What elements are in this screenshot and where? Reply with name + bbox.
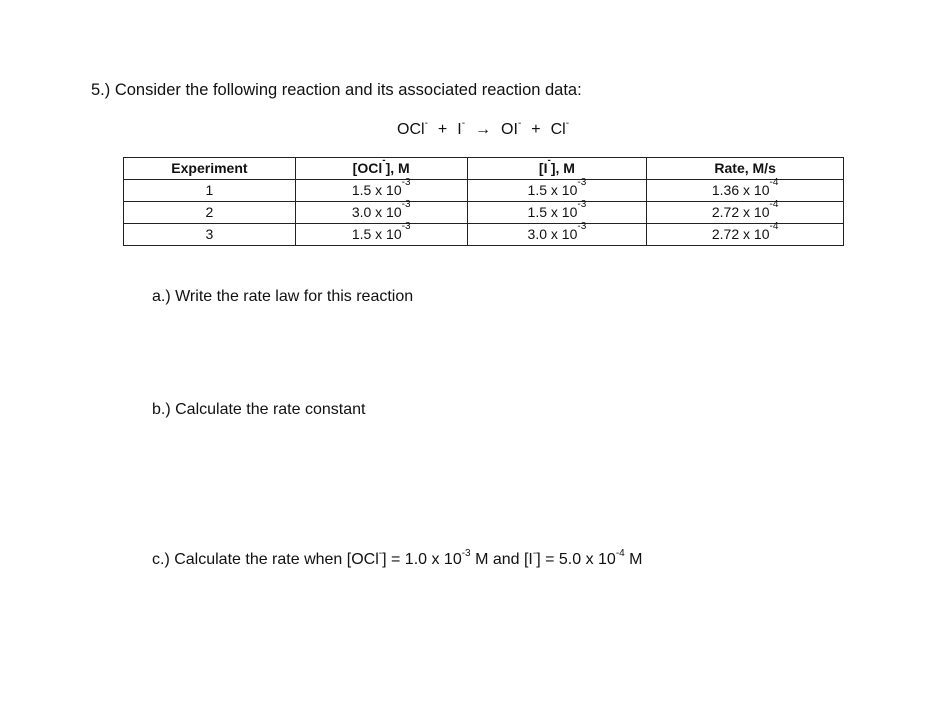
product-oi: OI- <box>501 118 522 138</box>
product-cl: Cl- <box>550 118 570 138</box>
reactant-i: I- <box>457 118 466 138</box>
experiment-cell: 3 <box>124 224 296 246</box>
question-part-b: b.) Calculate the rate constant <box>152 401 366 418</box>
header-experiment: Experiment <box>124 158 296 180</box>
question-title: 5.) Consider the following reaction and its associated reaction data: <box>91 81 582 99</box>
plus-sign: + <box>437 121 448 138</box>
table-header-row <box>124 158 844 180</box>
reaction-data-table <box>123 157 844 246</box>
rate-cell: 2.72 x $10^{-4}$ <box>647 224 844 246</box>
i-cell: 1.5 x $10^{-3}$ <box>467 180 647 202</box>
ocl-cell: 1.5 x $10^{-3}$ <box>295 180 467 202</box>
table-row <box>124 180 844 202</box>
table-row <box>124 202 844 224</box>
arrow-icon: → <box>475 121 492 138</box>
question-part-c: c.) Calculate the rate when [OCl-] = 1.0 x $10^{-3}$ M and [I-] = 5.0 x $10^{-4}$ M <box>152 548 643 568</box>
experiment-cell: 2 <box>124 202 296 224</box>
rate-cell: 2.72 x $10^{-4}$ <box>647 202 844 224</box>
i-cell: 1.5 x $10^{-3}$ <box>467 202 647 224</box>
reaction-equation <box>397 118 570 139</box>
question-part-a: a.) Write the rate law for this reaction <box>152 288 414 305</box>
i-cell: 3.0 x $10^{-3}$ <box>467 224 647 246</box>
plus-sign: + <box>531 121 541 138</box>
ocl-cell: 3.0 x $10^{-3}$ <box>295 202 467 224</box>
ocl-cell: 1.5 x $10^{-3}$ <box>295 224 467 246</box>
rate-cell: 1.36 x $10^{-4}$ <box>647 180 844 202</box>
reactant-ocl: OCl- <box>397 118 428 138</box>
header-ocl-concentration: [OCl-], M <box>295 158 467 180</box>
header-i-concentration: [I-], M <box>467 158 647 180</box>
header-rate: Rate, M/s <box>647 158 844 180</box>
experiment-cell: 1 <box>124 180 296 202</box>
table-row <box>124 224 844 246</box>
